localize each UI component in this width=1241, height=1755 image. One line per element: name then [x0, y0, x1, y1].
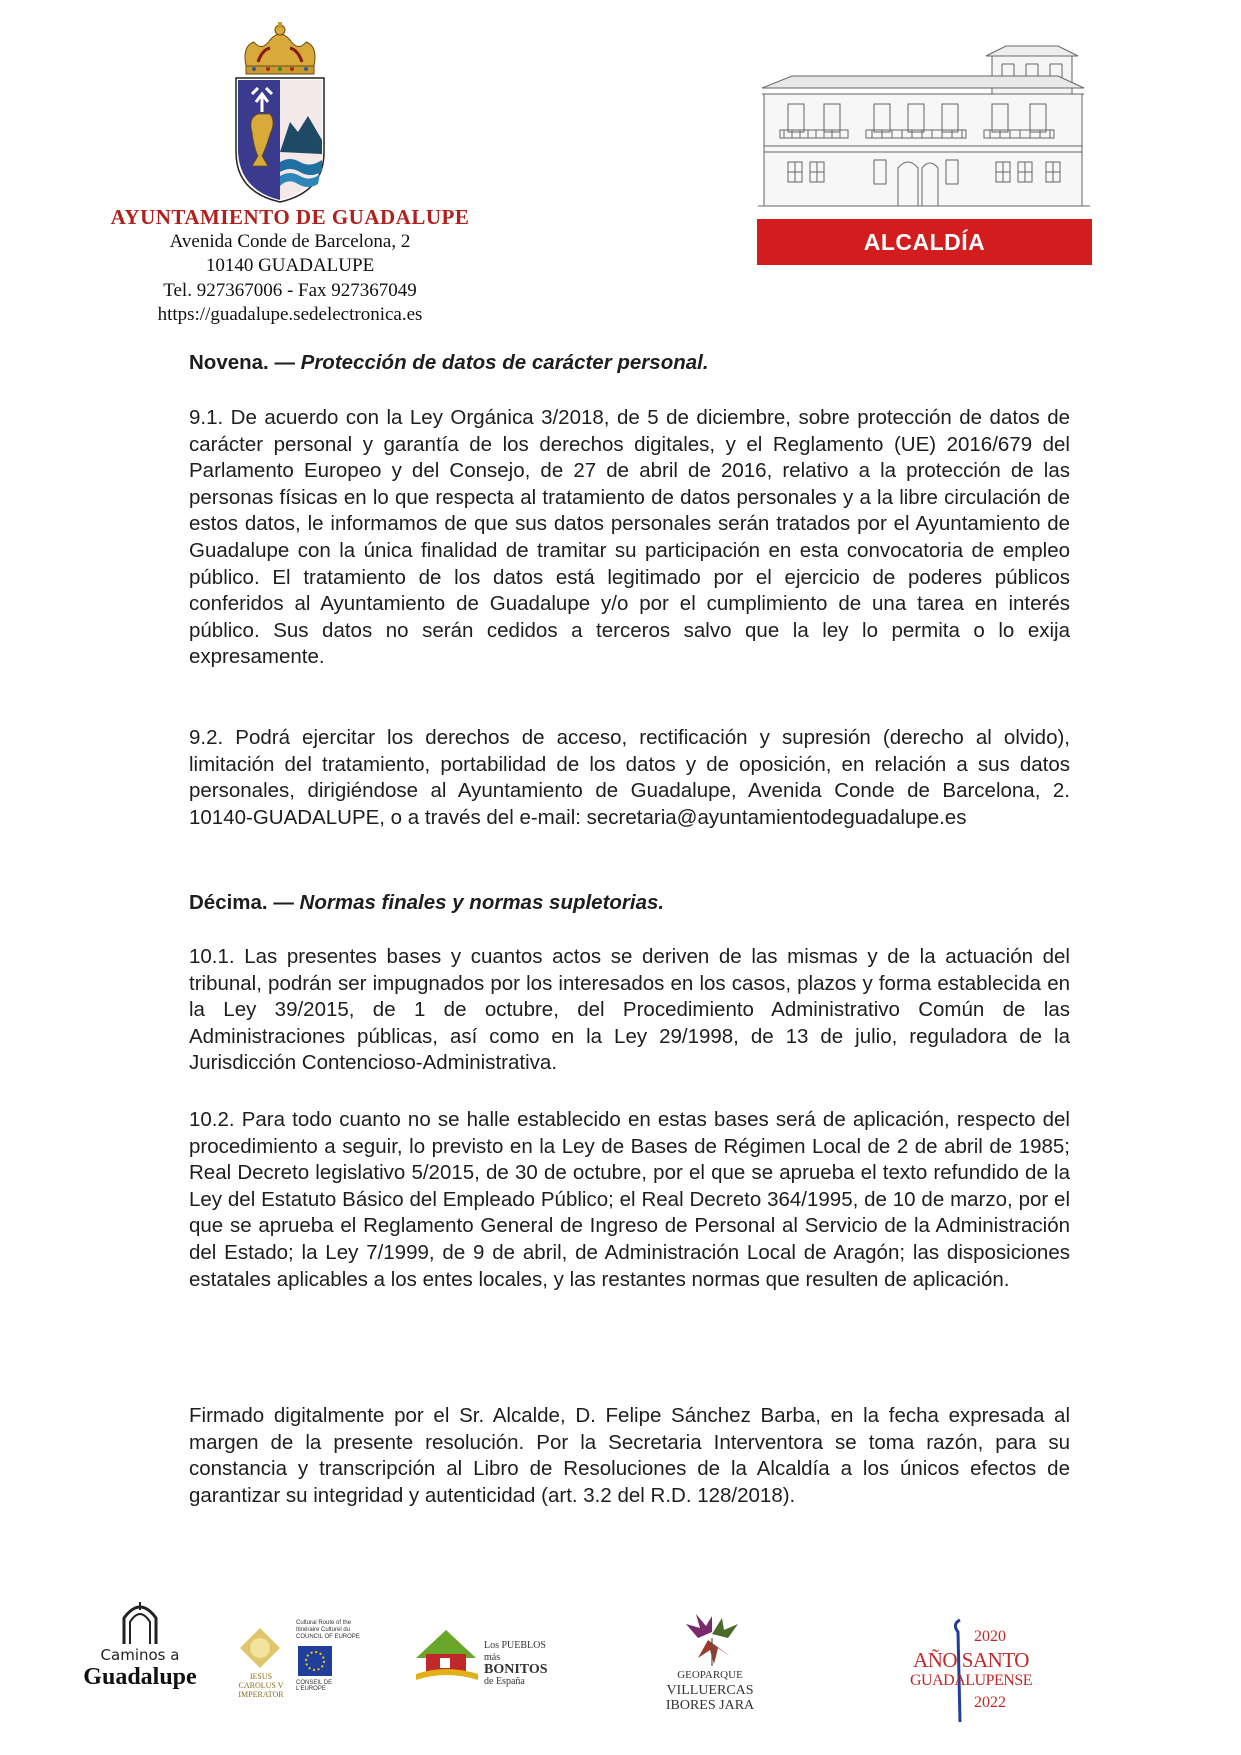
geo-line2: VILLUERCAS — [666, 1683, 754, 1698]
caminos-a-guadalupe-logo — [70, 1600, 210, 1690]
carolus-line3: IMPERATOR — [238, 1690, 284, 1699]
paragraph-10-2: 10.2. Para todo cuanto no se halle establecido en estas bases será de aplicación, respecto del procedimiento a seguir, lo previsto en la Ley de Bases de Régimen Local de 2 de abril de 1985; Real Decreto legislativo 5/2015, de 30 de octubre, por el que se aprueba el texto refundido de la Ley del Estatuto Básico del Empleado Público; el Real Decreto 364/1995, de 10 de marzo, por el que se aprueba el Reglamento General de Ingreso de Personal al Servicio de la Administración del Estado; la Ley 7/1999, de 9 de abril, de Administración Local de Aragón; las disposiciones estatales aplicables a los entes locales, y las restantes normas que resulten de aplicación. — [189, 1108, 1070, 1291]
coat-of-arms-logo — [232, 22, 328, 204]
council-of-europe-flag-icon — [298, 1646, 332, 1676]
coe-line4: CONSEIL DE L'EUROPE — [296, 1680, 333, 1692]
ano-line2: GUADALUPENSE — [910, 1672, 1032, 1689]
town-hall-building-drawing — [758, 42, 1090, 212]
carolus-emblem-icon — [238, 1626, 282, 1670]
paragraph-10-1: 10.1. Las presentes bases y cuantos actos se deriven de las mismas y de la actuación del tribunal, podrán ser impugnados por los interesados en los casos, plazos y forma establecida en la Ley 39/2015, de 1 de octubre, del Procedimiento Administrativo Común de las Administraciones públicas, así como en la Ley 29/1998, de 13 de julio, reguladora de la Jurisdicción Contencioso-Administrativa. — [189, 945, 1070, 1075]
pueblos-line1: Los PUEBLOS más — [484, 1640, 546, 1663]
section-decima-heading — [189, 890, 1070, 917]
ano-santo-guadalupense-logo — [906, 1616, 1036, 1726]
coe-line1: Cultural Route of the — [296, 1620, 352, 1626]
section-title: Normas finales y normas supletorias. — [299, 891, 665, 914]
pueblos-mas-bonitos-logo — [412, 1624, 562, 1690]
carolus-council-europe-logo — [232, 1620, 362, 1700]
section-label: Novena. — — [189, 351, 295, 374]
caminos-line2: Guadalupe — [83, 1664, 197, 1690]
village-emblem-icon — [412, 1624, 482, 1684]
section-title: Protección de datos de carácter personal. — [300, 351, 709, 374]
geoparque-villuercas-logo — [650, 1610, 770, 1720]
section-label: Décima. — — [189, 891, 294, 914]
digital-signature-note: Firmado digitalmente por el Sr. Alcalde, D. Felipe Sánchez Barba, en la fecha expresada al margen de la presente resolución. Por la Secretaria Interventora se toma razón, para su constancia y transcripción al Libro de Resoluciones de la Alcaldía a los únicos efectos de garantizar su integridad y autenticidad (art. 3.2 del R.D. 128/2018). — [189, 1404, 1070, 1507]
geo-line1: GEOPARQUE — [677, 1669, 743, 1681]
section-novena-heading — [189, 350, 1070, 377]
ano-year-end: 2022 — [974, 1694, 1006, 1711]
address-phone-fax: Tel. 927367006 - Fax 927367049 — [163, 280, 417, 301]
carolus-line2: CAROLUS V — [238, 1681, 284, 1690]
address-website: https://guadalupe.sedelectronica.es — [157, 304, 423, 325]
pueblos-line2: BONITOS — [484, 1662, 548, 1677]
paragraph-9-1: 9.1. De acuerdo con la Ley Orgánica 3/2018, de 5 de diciembre, sobre protección de datos de carácter personal y garantía de los derechos digitales, y el Reglamento (UE) 2016/679 del Parlamento Europeo y del Consejo, de 27 de abril de 2016, relativo a la protección de las personas físicas en lo que respecta al tratamiento de datos personales y a la libre circulación de estos datos, le informamos de que sus datos personales serán tratados por el Ayuntamiento de Guadalupe con la única finalidad de tramitar su participación en esta convocatoria de empleo público. El tratamiento de los datos está legitimado por el ejercicio de poderes públicos conferidos al Ayuntamiento de Guadalupe y/o por el cumplimiento de una tarea en interés público. Sus datos no serán cedidos a terceros salvo que la ley lo permita o lo exija expresamente. — [189, 406, 1070, 669]
ano-line1: AÑO SANTO — [913, 1648, 1029, 1672]
coe-line3: COUNCIL OF EUROPE — [296, 1634, 360, 1640]
pueblos-line3: de España — [484, 1676, 525, 1687]
department-banner: ALCALDÍA — [757, 219, 1092, 265]
ano-year-start: 2020 — [974, 1628, 1006, 1645]
paragraph-9-2: 9.2. Podrá ejercitar los derechos de acceso, rectificación y supresión (derecho al olvido), limitación del tratamiento, portabilidad de los datos y de oposición, en relación a sus datos personales, dirigiéndose al Ayuntamiento de Guadalupe, Avenida Conde de Barcelona, 2. 10140-GUADALUPE, o a través del e-mail: secretaria@ayuntamientodeguadalupe.es — [189, 726, 1070, 829]
crown-icon — [245, 22, 315, 74]
organization-name: AYUNTAMIENTO DE GUADALUPE — [110, 205, 470, 229]
coe-line2: Itinéraire Culturel du — [296, 1627, 351, 1633]
carolus-line1: IESUS — [249, 1672, 273, 1681]
leaf-cluster-icon — [678, 1610, 742, 1666]
arch-icon — [120, 1600, 160, 1644]
address-city: 10140 GUADALUPE — [205, 255, 375, 276]
caminos-line1: Caminos a — [100, 1646, 180, 1664]
address-street: Avenida Conde de Barcelona, 2 — [169, 231, 411, 252]
geo-line3: IBORES JARA — [665, 1698, 755, 1713]
